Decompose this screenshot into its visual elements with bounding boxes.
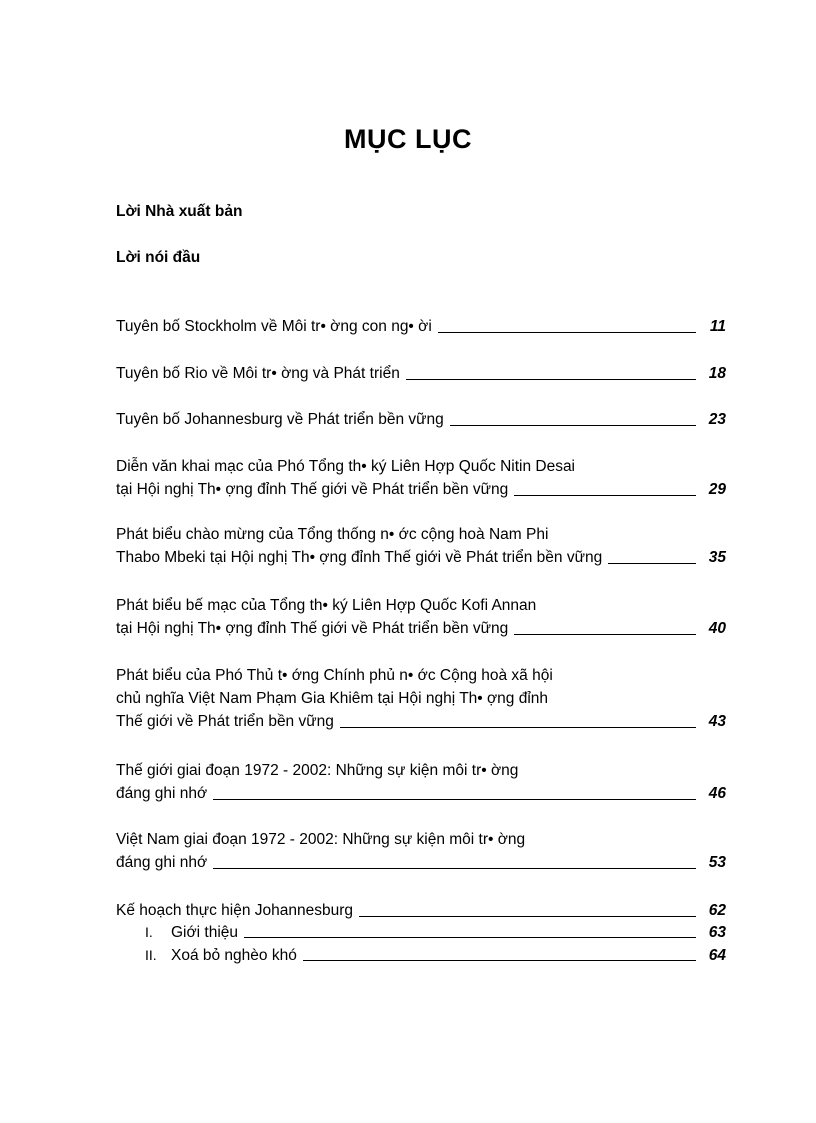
toc-entry[interactable]: [116, 523, 726, 569]
dot-leader: [450, 424, 696, 426]
toc-entry[interactable]: [116, 362, 726, 385]
toc-page-number: 63: [708, 924, 726, 941]
toc-entry-title: Kế hoạch thực hiện Johannesburg: [116, 902, 354, 919]
dot-leader: [438, 331, 696, 333]
dot-leader: [213, 798, 696, 800]
dot-leader: [514, 633, 696, 635]
page-title: MỤC LỤC: [344, 124, 472, 154]
toc-sub-entry-title: Xoá bỏ nghèo khó: [171, 947, 297, 964]
toc-entry-title-line: Phát biểu bế mạc của Tổng th• ký Liên Hợp Quốc Kofi Annan: [116, 597, 537, 614]
toc-entry-title-line: Việt Nam giai đoạn 1972 - 2002: Những sự kiện môi tr• ờng: [116, 831, 526, 848]
toc-sub-entry[interactable]: [145, 945, 726, 966]
toc-entry[interactable]: [116, 315, 726, 338]
roman-numeral: II.: [145, 947, 157, 963]
toc-entry[interactable]: [116, 455, 726, 501]
dot-leader: [406, 378, 696, 380]
toc-page-number: 23: [708, 411, 726, 428]
dot-leader: [303, 959, 696, 961]
dot-leader: [213, 867, 696, 869]
toc-entry[interactable]: [116, 408, 726, 431]
toc-page-number: 62: [708, 902, 726, 919]
toc-entry[interactable]: [116, 759, 726, 805]
toc-page-number: 40: [708, 620, 726, 637]
toc-entry-title-line: Phát biểu chào mừng của Tổng thống n• ớc cộng hoà Nam Phi: [116, 526, 549, 543]
toc-entry[interactable]: [116, 664, 726, 733]
front-matter-preface: Lời nói đầu: [116, 249, 201, 266]
roman-numeral: I.: [145, 924, 153, 940]
dot-leader: [340, 726, 696, 728]
toc-entry-title-line: đáng ghi nhớ: [116, 785, 208, 802]
toc-entry-title: Tuyên bố Johannesburg về Phát triển bền vững: [116, 411, 444, 428]
toc-page-number: 43: [708, 713, 726, 730]
toc-entry-title-line: Phát biểu của Phó Thủ t• ớng Chính phủ n• ớc Cộng hoà xã hội: [116, 667, 553, 684]
toc-entry-title-line: đáng ghi nhớ: [116, 854, 208, 871]
dot-leader: [359, 915, 696, 917]
toc-entry[interactable]: [116, 828, 726, 874]
dot-leader: [608, 562, 696, 564]
toc-page-number: 11: [709, 318, 726, 335]
toc-entry[interactable]: [116, 899, 726, 922]
dot-leader: [244, 936, 696, 938]
toc-entry-title-line: tại Hội nghị Th• ợng đỉnh Thế giới về Phát triển bền vững: [116, 481, 509, 498]
toc-entry-title-line: Thế giới về Phát triển bền vững: [116, 713, 334, 730]
toc-entry[interactable]: [116, 594, 726, 640]
toc-entry-title: Tuyên bố Rio về Môi tr• ờng và Phát triển: [116, 365, 400, 382]
dot-leader: [514, 494, 696, 496]
toc-page-number: 53: [708, 854, 726, 871]
toc-entry-title-line: Diễn văn khai mạc của Phó Tổng th• ký Liên Hợp Quốc Nitin Desai: [116, 458, 576, 475]
toc-entry-title-line: Thabo Mbeki tại Hội nghị Th• ợng đỉnh Thế giới về Phát triển bền vững: [116, 549, 603, 566]
toc-entry-title: Tuyên bố Stockholm về Môi tr• ờng con ng• ời: [116, 318, 432, 335]
toc-page-number: 64: [708, 947, 726, 964]
toc-sub-entry-title: Giới thiệu: [171, 924, 239, 941]
toc-page-number: 18: [708, 365, 726, 382]
toc-entry-title-line: tại Hội nghị Th• ợng đỉnh Thế giới về Phát triển bền vững: [116, 620, 509, 637]
toc-page-number: 35: [708, 549, 726, 566]
toc-sub-entry[interactable]: [145, 922, 726, 943]
front-matter-publisher-note: Lời Nhà xuất bản: [116, 203, 243, 220]
toc-page-number: 29: [708, 481, 726, 498]
toc-page-number: 46: [708, 785, 726, 802]
toc-entry-title-line: Thế giới giai đoạn 1972 - 2002: Những sự kiện môi tr• ờng: [116, 762, 519, 779]
toc-entry-title-line: chủ nghĩa Việt Nam Phạm Gia Khiêm tại Hội nghị Th• ợng đỉnh: [116, 690, 549, 707]
